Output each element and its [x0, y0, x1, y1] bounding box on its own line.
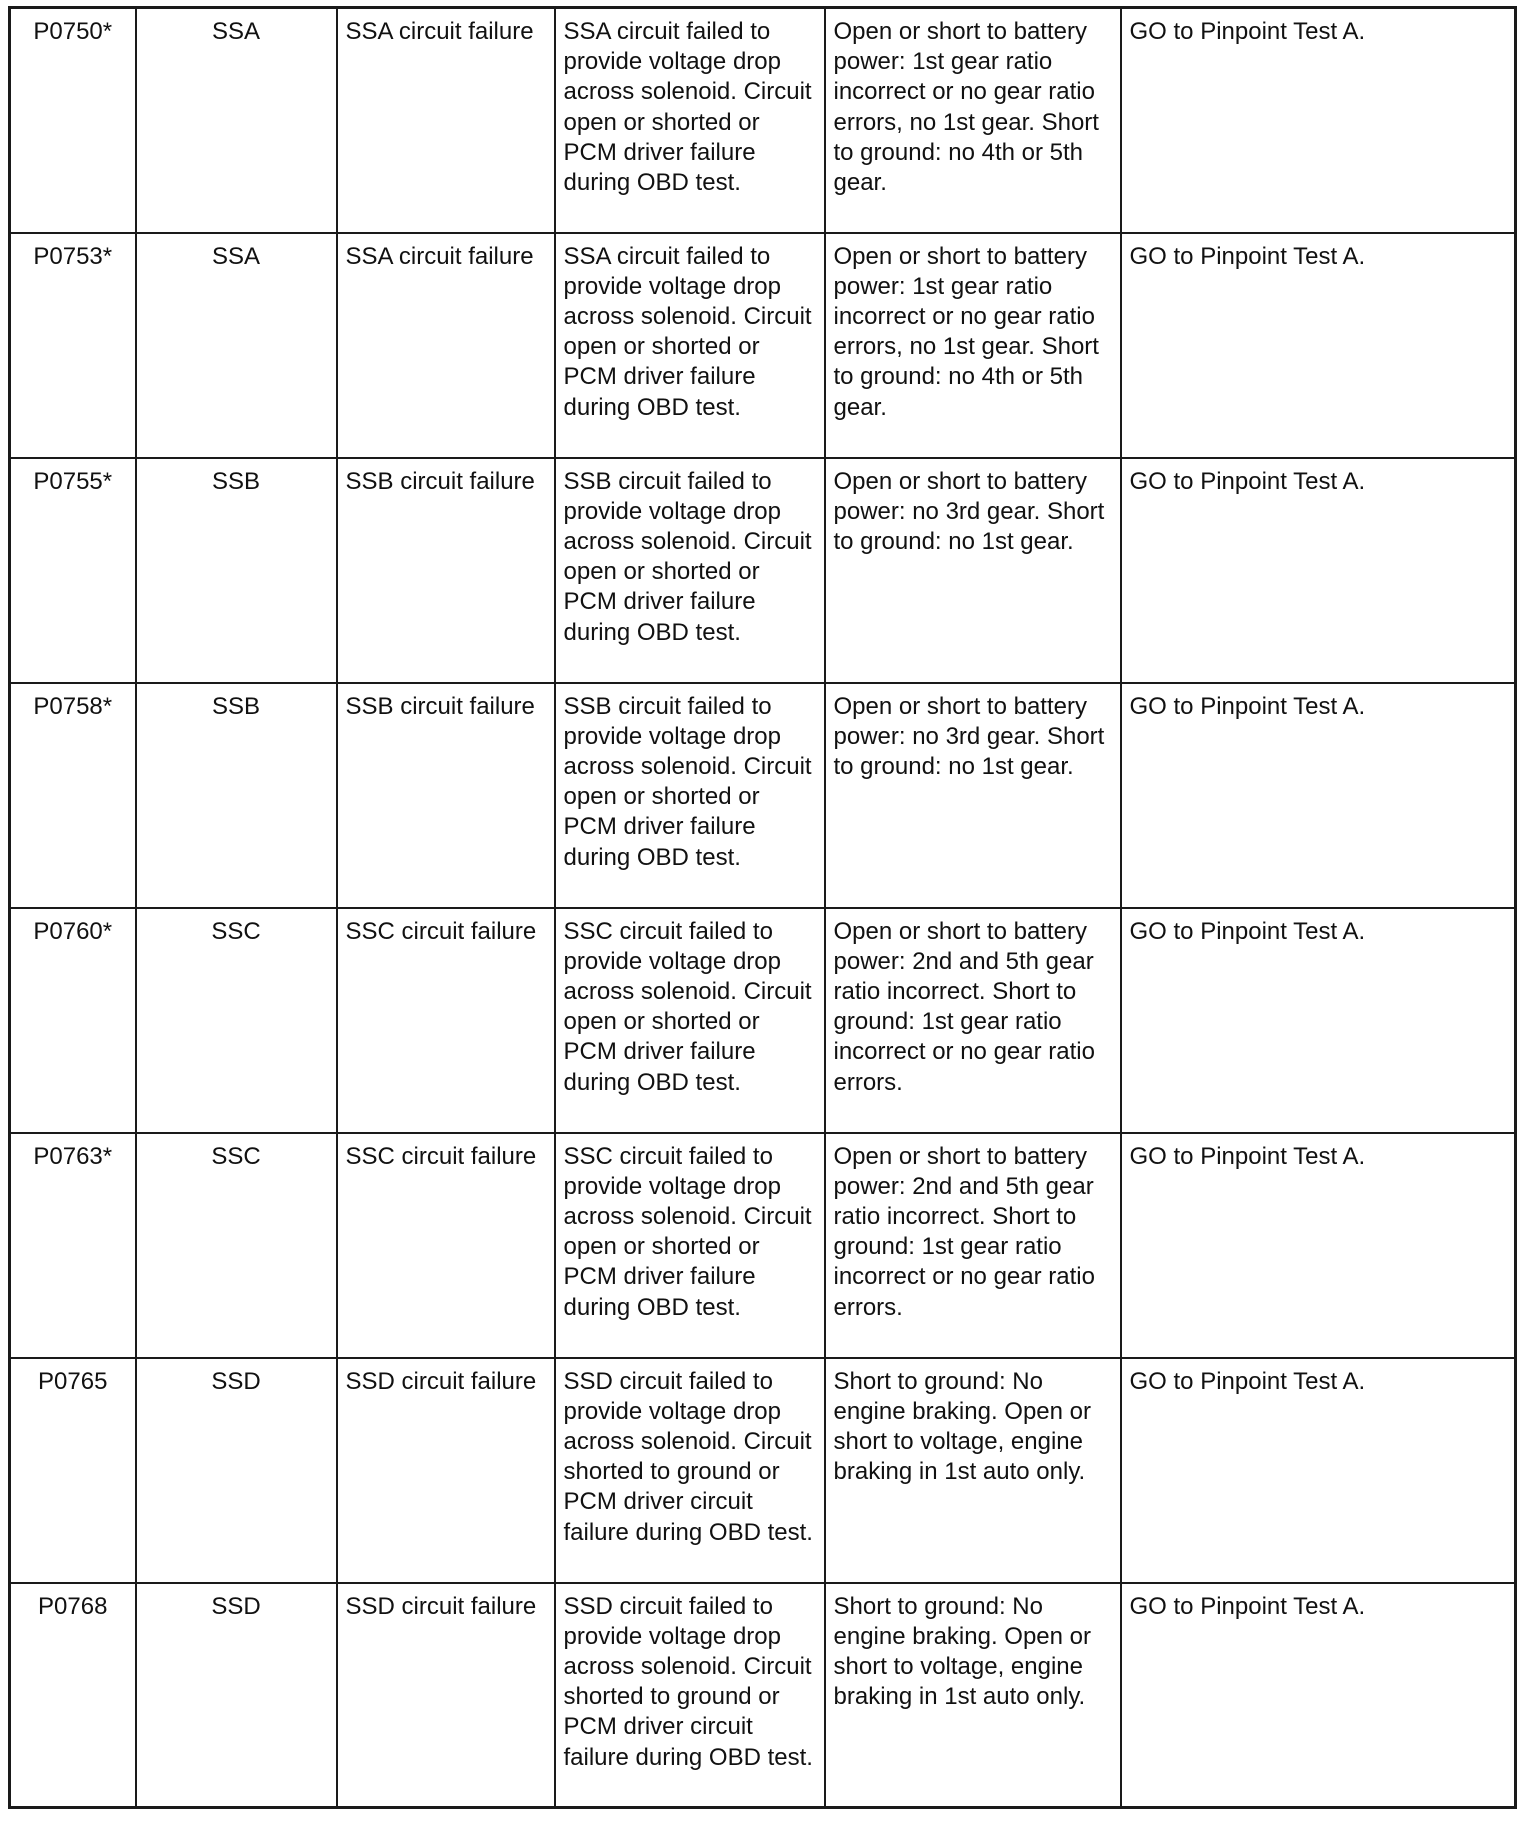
- symptom-cell: Open or short to battery power: no 3rd gear. Short to ground: no 1st gear.: [825, 458, 1121, 683]
- dtc-code-cell: P0753*: [10, 233, 136, 458]
- dtc-code-cell: P0763*: [10, 1133, 136, 1358]
- condition-cell: SSB circuit failed to provide voltage drop across solenoid. Circuit open or shorted or PCM driver failure during OBD test.: [555, 683, 825, 908]
- condition-cell: SSD circuit failed to provide voltage drop across solenoid. Circuit shorted to ground or PCM driver circuit failure during OBD test.: [555, 1583, 825, 1808]
- dtc-code-cell: P0750*: [10, 8, 136, 233]
- condition-cell: SSC circuit failed to provide voltage drop across solenoid. Circuit open or shorted or PCM driver failure during OBD test.: [555, 908, 825, 1133]
- action-cell: GO to Pinpoint Test A.: [1121, 233, 1516, 458]
- condition-cell: SSA circuit failed to provide voltage drop across solenoid. Circuit open or shorted or PCM driver failure during OBD test.: [555, 233, 825, 458]
- action-cell: GO to Pinpoint Test A.: [1121, 8, 1516, 233]
- dtc-code-cell: P0755*: [10, 458, 136, 683]
- description-cell: SSA circuit failure: [337, 233, 555, 458]
- solenoid-cell: SSC: [136, 1133, 337, 1358]
- dtc-code-cell: P0760*: [10, 908, 136, 1133]
- action-cell: GO to Pinpoint Test A.: [1121, 1358, 1516, 1583]
- description-cell: SSC circuit failure: [337, 908, 555, 1133]
- symptom-cell: Open or short to battery power: no 3rd gear. Short to ground: no 1st gear.: [825, 683, 1121, 908]
- description-cell: SSD circuit failure: [337, 1583, 555, 1808]
- table-row: [10, 908, 1516, 1133]
- solenoid-cell: SSB: [136, 458, 337, 683]
- solenoid-cell: SSD: [136, 1358, 337, 1583]
- action-cell: GO to Pinpoint Test A.: [1121, 683, 1516, 908]
- table-row: [10, 458, 1516, 683]
- condition-cell: SSC circuit failed to provide voltage drop across solenoid. Circuit open or shorted or PCM driver failure during OBD test.: [555, 1133, 825, 1358]
- description-cell: SSB circuit failure: [337, 683, 555, 908]
- action-cell: GO to Pinpoint Test A.: [1121, 908, 1516, 1133]
- table-row: [10, 1583, 1516, 1808]
- symptom-cell: Open or short to battery power: 1st gear ratio incorrect or no gear ratio errors, no 1st gear. Short to ground: no 4th or 5th gear.: [825, 8, 1121, 233]
- table-row: [10, 1133, 1516, 1358]
- symptom-cell: Open or short to battery power: 2nd and 5th gear ratio incorrect. Short to ground: 1st gear ratio incorrect or no gear ratio errors.: [825, 908, 1121, 1133]
- condition-cell: SSA circuit failed to provide voltage drop across solenoid. Circuit open or shorted or PCM driver failure during OBD test.: [555, 8, 825, 233]
- symptom-cell: Short to ground: No engine braking. Open or short to voltage, engine braking in 1st auto only.: [825, 1583, 1121, 1808]
- dtc-code-cell: P0768: [10, 1583, 136, 1808]
- solenoid-cell: SSC: [136, 908, 337, 1133]
- solenoid-cell: SSD: [136, 1583, 337, 1808]
- dtc-code-cell: P0758*: [10, 683, 136, 908]
- symptom-cell: Open or short to battery power: 1st gear ratio incorrect or no gear ratio errors, no 1st gear. Short to ground: no 4th or 5th gear.: [825, 233, 1121, 458]
- table-row: [10, 1358, 1516, 1583]
- solenoid-cell: SSB: [136, 683, 337, 908]
- action-cell: GO to Pinpoint Test A.: [1121, 1133, 1516, 1358]
- condition-cell: SSB circuit failed to provide voltage drop across solenoid. Circuit open or shorted or PCM driver failure during OBD test.: [555, 458, 825, 683]
- table-row: [10, 233, 1516, 458]
- table-row: [10, 8, 1516, 233]
- solenoid-cell: SSA: [136, 233, 337, 458]
- description-cell: SSD circuit failure: [337, 1358, 555, 1583]
- condition-cell: SSD circuit failed to provide voltage drop across solenoid. Circuit shorted to ground or PCM driver circuit failure during OBD test.: [555, 1358, 825, 1583]
- dtc-code-cell: P0765: [10, 1358, 136, 1583]
- description-cell: SSC circuit failure: [337, 1133, 555, 1358]
- dtc-table: [8, 6, 1517, 1809]
- description-cell: SSB circuit failure: [337, 458, 555, 683]
- description-cell: SSA circuit failure: [337, 8, 555, 233]
- action-cell: GO to Pinpoint Test A.: [1121, 458, 1516, 683]
- symptom-cell: Open or short to battery power: 2nd and 5th gear ratio incorrect. Short to ground: 1st gear ratio incorrect or no gear ratio errors.: [825, 1133, 1121, 1358]
- solenoid-cell: SSA: [136, 8, 337, 233]
- symptom-cell: Short to ground: No engine braking. Open or short to voltage, engine braking in 1st auto only.: [825, 1358, 1121, 1583]
- table-row: [10, 683, 1516, 908]
- action-cell: GO to Pinpoint Test A.: [1121, 1583, 1516, 1808]
